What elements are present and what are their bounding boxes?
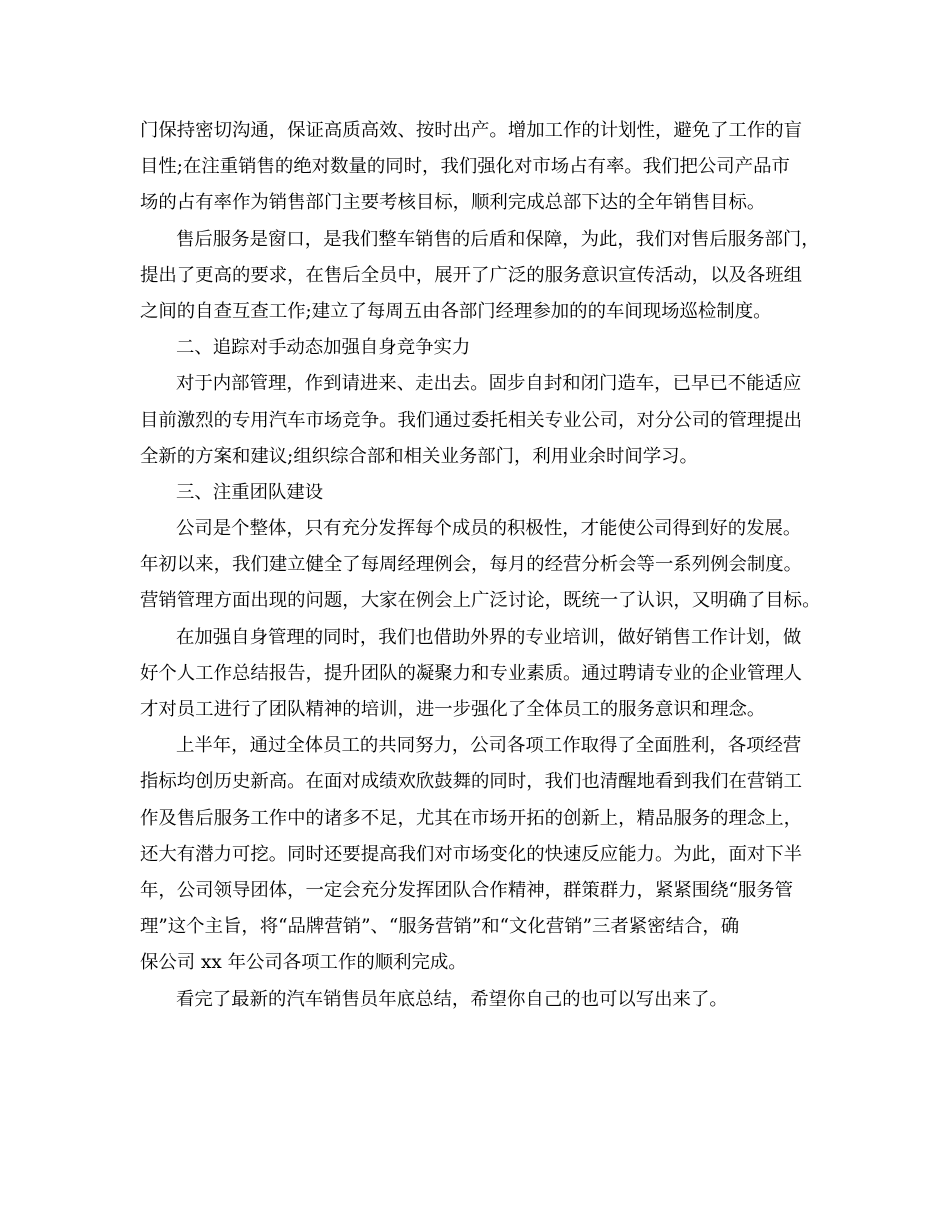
text-line: 还大有潜力可挖。同时还要提高我们对市场变化的快速反应能力。为此，面对下半 [140,843,803,865]
paragraph-6 [140,728,830,981]
text-line: 二、追踪对手动态加强自身竞争实力 [176,337,471,359]
text-line: 之间的自查互查工作;建立了每周五由各部门经理参加的的车间现场巡检制度。 [140,300,772,322]
text-line: 对于内部管理，作到请进来、走出去。固步自封和闭门造车，已早已不能适应 [176,373,802,395]
text-line: 提出了更高的要求，在售后全员中，展开了广泛的服务意识宣传活动，以及各班组 [140,264,803,286]
text-line: 营销管理方面出现的问题，大家在例会上广泛讨论，既统一了认识，又明确了目标。 [140,590,821,612]
text-line: 售后服务是窗口，是我们整车销售的后盾和保障，为此，我们对售后服务部门， [176,228,820,250]
text-line: 全新的方案和建议;组织综合部和相关业务部门，利用业余时间学习。 [140,445,698,467]
paragraph-4 [140,511,830,620]
paragraph-1 [140,113,830,222]
section-heading-3 [140,475,830,511]
text-line: 理”这个主旨，将“品牌营销”、“服务营销”和“文化营销”三者紧密结合，确 [140,916,740,938]
text-line: 好个人工作总结报告，提升团队的凝聚力和专业素质。通过聘请专业的企业管理人 [140,662,803,684]
text-line: 才对员工进行了团队精神的培训，进一步强化了全体员工的服务意识和理念。 [140,699,766,720]
paragraph-5 [140,620,830,729]
text-line: 年初以来，我们建立健全了每周经理例会，每月的经营分析会等一系列例会制度。 [140,554,803,576]
text-line: 公司是个整体，只有充分发挥每个成员的积极性，才能使公司得到好的发展。 [176,518,802,540]
text-line: 门保持密切沟通，保证高质高效、按时出产。增加工作的计划性，避免了工作的盲 [140,120,803,141]
text-line: 在加强自身管理的同时，我们也借助外界的专业培训，做好销售工作计划，做 [176,626,802,648]
text-line: 目性;在注重销售的绝对数量的同时，我们强化对市场占有率。我们把公司产品市 [140,156,790,178]
text-line: 看完了最新的汽车销售员年底总结，希望你自己的也可以写出来了。 [176,988,728,1010]
text-line: 保公司 xx 年公司各项工作的顺利完成。 [140,952,467,974]
section-heading-2 [140,330,830,366]
text-line: 目前激烈的专用汽车市场竞争。我们通过委托相关专业公司，对分公司的管理提出 [140,409,803,431]
text-line: 年，公司领导团体，一定会充分发挥团队合作精神，群策群力，紧紧围绕“服务管 [140,879,794,901]
closing-paragraph [140,982,830,1018]
text-line: 三、注重团队建设 [176,481,324,503]
text-line: 上半年，通过全体员工的共同努力，公司各项工作取得了全面胜利，各项经营 [176,735,802,757]
paragraph-3 [140,366,830,475]
text-line: 场的占有率作为销售部门主要考核目标，顺利完成总部下达的全年销售目标。 [140,192,766,214]
document-body [140,113,830,1018]
text-line: 指标均创历史新高。在面对成绩欢欣鼓舞的同时，我们也清醒地看到我们在营销工 [140,771,803,793]
text-line: 作及售后服务工作中的诸多不足，尤其在市场开拓的创新上，精品服务的理念上， [140,807,803,829]
paragraph-2 [140,222,830,331]
